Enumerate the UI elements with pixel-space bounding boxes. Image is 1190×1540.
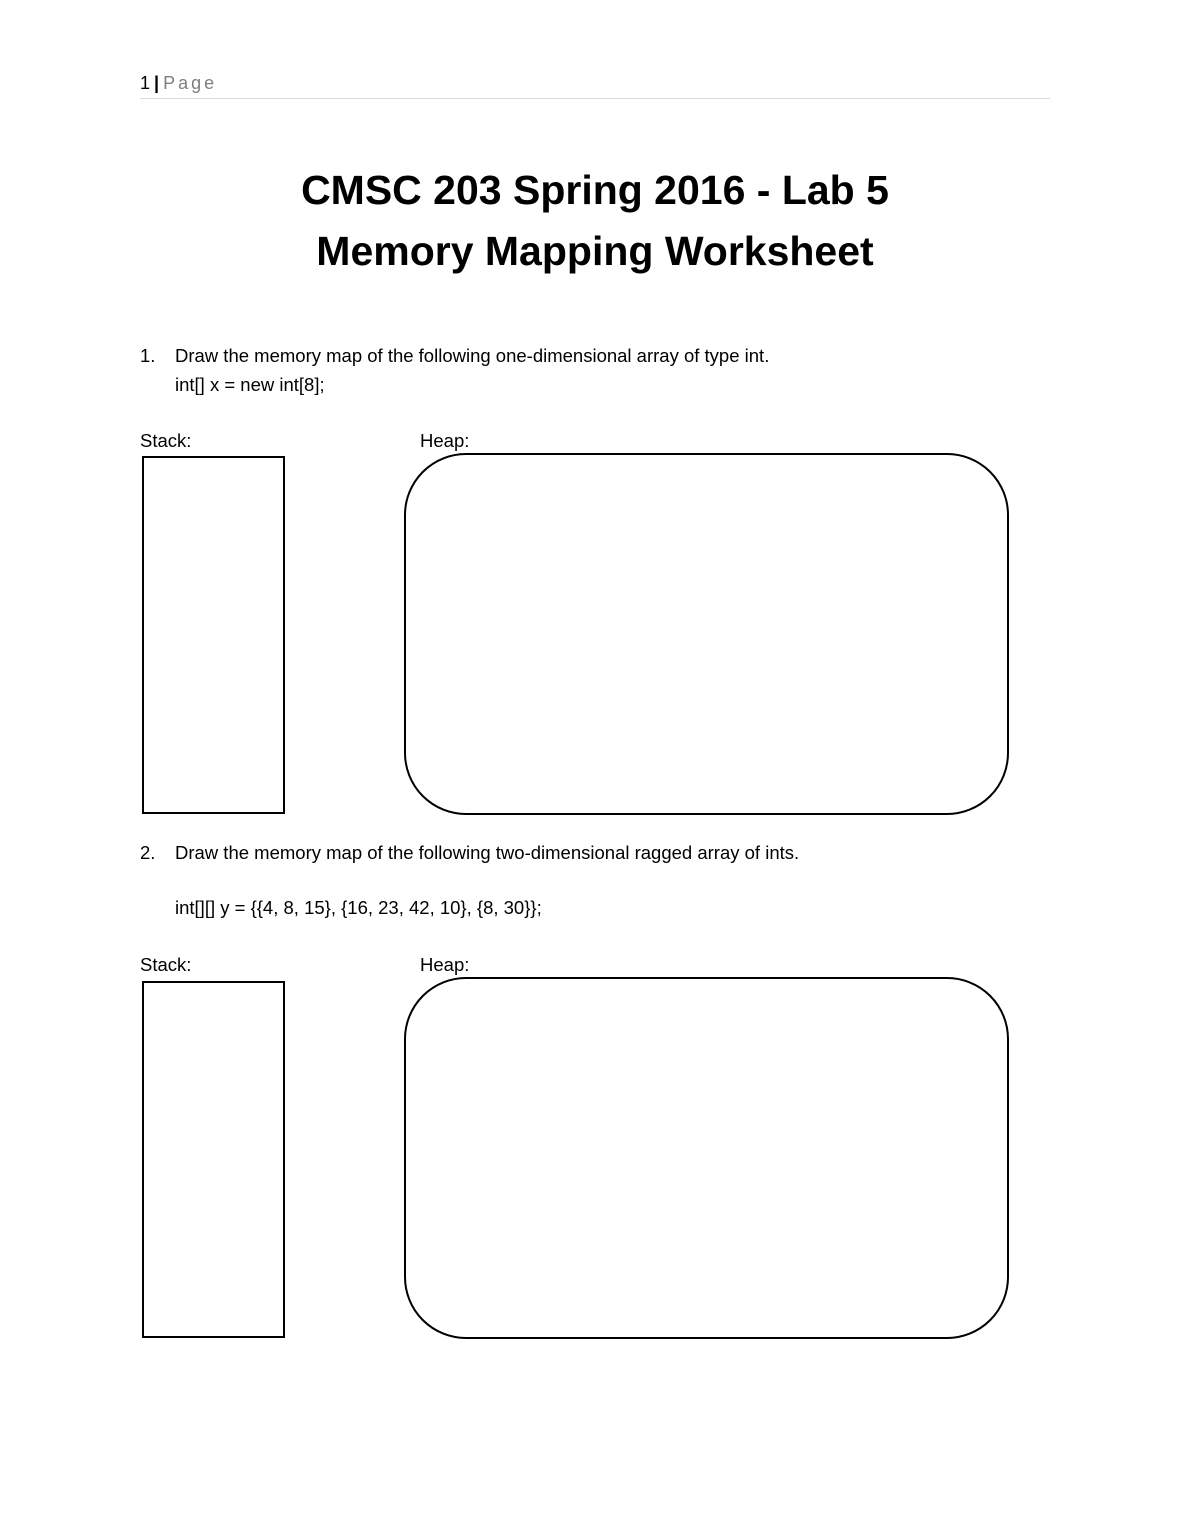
question-1-heap-label: Heap: — [420, 430, 470, 451]
question-1-prompt: Draw the memory map of the following one-dimensional array of type int. — [175, 345, 770, 366]
page-header — [140, 70, 1050, 99]
question-2-prompt: Draw the memory map of the following two-dimensional ragged array of ints. — [175, 842, 800, 863]
question-1-code: int[] x = new int[8]; — [175, 374, 325, 395]
question-1-number: 1. — [140, 345, 156, 366]
question-1-stack-box — [142, 456, 285, 814]
page-label: Page — [163, 73, 218, 93]
question-2-heap-label: Heap: — [420, 954, 470, 975]
document-title-line2: Memory Mapping Worksheet — [316, 228, 874, 274]
question-2-stack-box — [142, 981, 285, 1338]
page-number: 1 — [140, 73, 151, 93]
page-separator: | — [154, 73, 160, 93]
question-2-heap-box — [404, 977, 1009, 1339]
document-title-line1: CMSC 203 Spring 2016 - Lab 5 — [301, 167, 889, 213]
question-2-number: 2. — [140, 842, 156, 863]
question-1-stack-label: Stack: — [140, 430, 192, 451]
question-2-stack-label: Stack: — [140, 954, 192, 975]
question-1-heap-box — [404, 453, 1009, 815]
question-2-code: int[][] y = {{4, 8, 15}, {16, 23, 42, 10}, {8, 30}}; — [175, 897, 542, 918]
